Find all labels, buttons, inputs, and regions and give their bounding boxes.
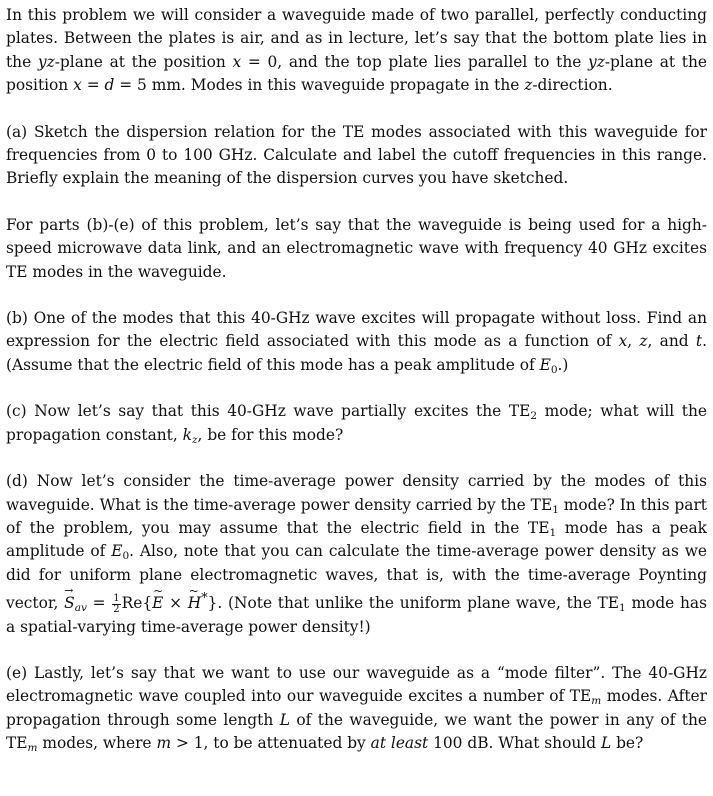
part-e-paragraph: (e) Lastly, let’s say that we want to use our waveguide as a “mode filter”. The 40-GHz electromagnetic wave coupled into our waveguide excites a number of $TE_m$ modes. After propagation through some length L of the waveguide, we want the power in any of the $TE_m$ modes, where m > 1, to be attenuated by at least 100 dB. What should L be? — [6, 664, 708, 755]
part-a-paragraph: (a) Sketch the dispersion relation for the TE modes associated with this waveguide for frequencies from 0 to 100 GHz. Calculate and label the cutoff frequencies in this range. Briefly explain the meaning of the dispersion curves you have sketched. — [6, 122, 707, 188]
phasor-e-symbol: ~ E — [152, 592, 163, 615]
part-b-paragraph: (b) One of the modes that this 40-GHz wave excites will propagate without loss. Find an expression for the electric field associated with this mode as a function of x, z, and t. (Assume that the electric field of this mode has a peak amplitude of $E_0$.) — [6, 309, 707, 376]
phasor-h-symbol: ~ H — [188, 592, 201, 615]
parts-b-e-intro-paragraph: For parts (b)-(e) of this problem, let’s say that the waveguide is being used for a high-speed microwave data link, and an electromagnetic wave with frequency 40 GHz excites TE modes in the waveguide. — [6, 215, 707, 281]
one-half-fraction: $\frac{1}{2}$ — [113, 592, 120, 615]
part-d-paragraph: (d) Now let’s consider the time-average power density carried by the modes of this waveguide. What is the time-average power density carried by the $TE_1$ mode? In this part of the problem, you may assume that the electric field in the $TE_1$ mode has a peak amplitude of $E_0$. Also, note that you can calculate the time-average power density as we did for uniform plane electromagnetic waves, that is, with the time-average Poynting vector, → $S_{av}$ = $\frac{1}{2}$ Re{~ E × ~ H*}. (Note that unlike the uniform plane wave, the $TE_1$ mode has a spatial-varying time-average power density!) — [6, 470, 707, 639]
part-c-paragraph: (c) Now let’s say that this 40-GHz wave partially excites the $TE_2$ mode; what will the propagation constant, $k_z$, be for this mode? — [6, 402, 707, 446]
intro-paragraph: In this problem we will consider a waveguide made of two parallel, perfectly conducting plates. Between the plates is air, and as in lecture, let’s say that the bottom plate lies in the yz-plane at the position x = 0, and the top plate lies parallel to the yz-plane at the position x = d = 5 mm. Modes in this waveguide propagate in the z-direction. — [6, 6, 707, 95]
poynting-vector-symbol: → S — [64, 592, 75, 615]
